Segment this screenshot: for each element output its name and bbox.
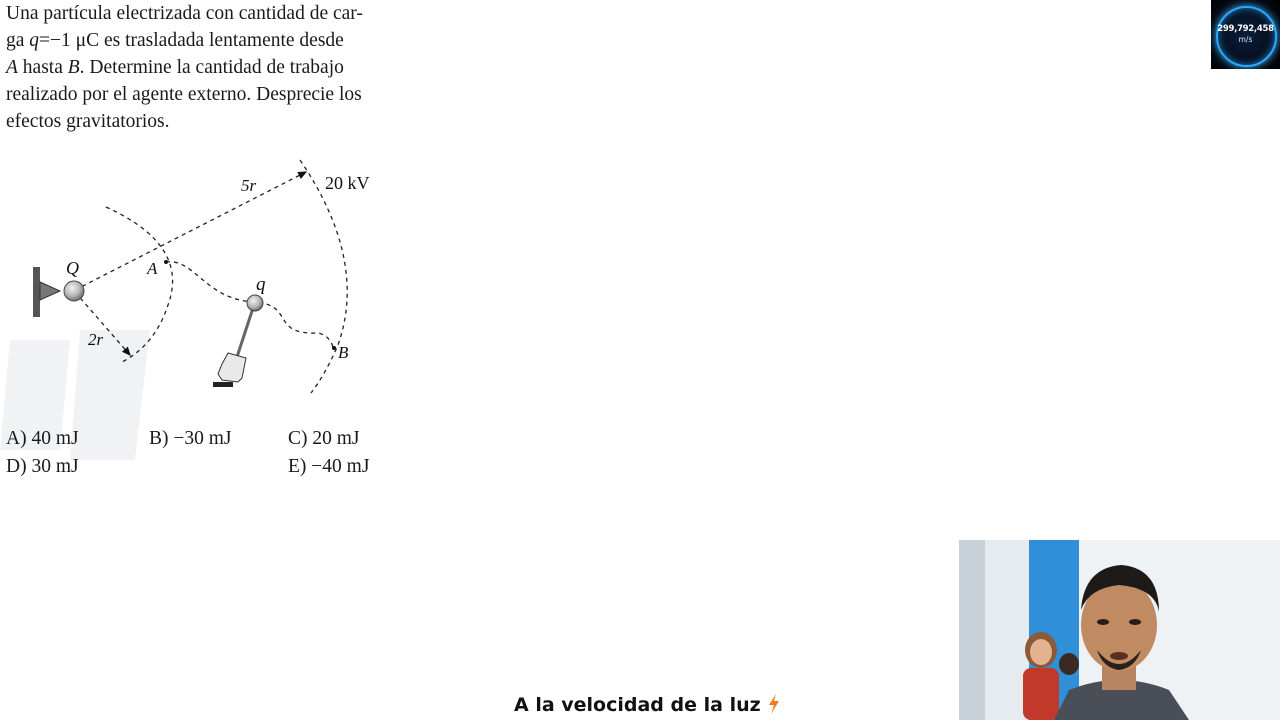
label-q: q — [256, 274, 266, 295]
point-a-dot — [164, 260, 168, 264]
equipotential-arc-a — [106, 207, 173, 362]
webcam-scene — [959, 540, 1280, 720]
option-d: D) 30 mJ — [6, 456, 79, 477]
option-a: A) 40 mJ — [6, 428, 79, 449]
badge-number: 299,792,458 — [1217, 24, 1274, 34]
label-potential: 20 kV — [325, 173, 370, 193]
footer-caption-text: A la velocidad de la luz — [514, 694, 761, 716]
option-c: C) 20 mJ — [288, 428, 360, 449]
problem-line-2: ga q=−1 μC es trasladada lentamente desde — [6, 30, 344, 51]
badge-unit: m/s — [1238, 35, 1253, 44]
problem-line-5: efectos gravitatorios. — [6, 111, 170, 132]
wall-bracket — [40, 282, 60, 300]
radius-5r-line — [75, 172, 306, 290]
webcam-video — [959, 540, 1280, 720]
hand-icon — [218, 353, 246, 382]
point-b-dot — [332, 346, 336, 350]
problem-statement — [6, 0, 430, 135]
label-5r: 5r — [241, 176, 257, 195]
speed-of-light-badge — [1211, 0, 1280, 69]
footer-caption — [514, 694, 781, 716]
label-B: B — [338, 343, 349, 362]
lightning-icon — [767, 694, 781, 716]
label-A: A — [147, 259, 158, 278]
problem-line-1: Una partícula electrizada con cantidad de car- — [6, 3, 363, 24]
problem-line-4: realizado por el agente externo. Desprecie los — [6, 84, 362, 105]
charge-Q-ball — [64, 281, 84, 301]
option-b: B) −30 mJ — [149, 428, 232, 449]
option-e: E) −40 mJ — [288, 456, 370, 477]
physics-diagram — [0, 150, 430, 410]
label-2r: 2r — [88, 330, 104, 349]
charge-q-ball — [247, 295, 263, 311]
hand-sleeve — [213, 382, 233, 387]
charge-symbol: q — [29, 30, 40, 51]
insulating-rod — [236, 305, 254, 360]
label-Q: Q — [66, 258, 79, 278]
problem-line-3: A hasta B. Determine la cantidad de trabajo — [6, 57, 344, 78]
wall-support — [33, 267, 40, 317]
